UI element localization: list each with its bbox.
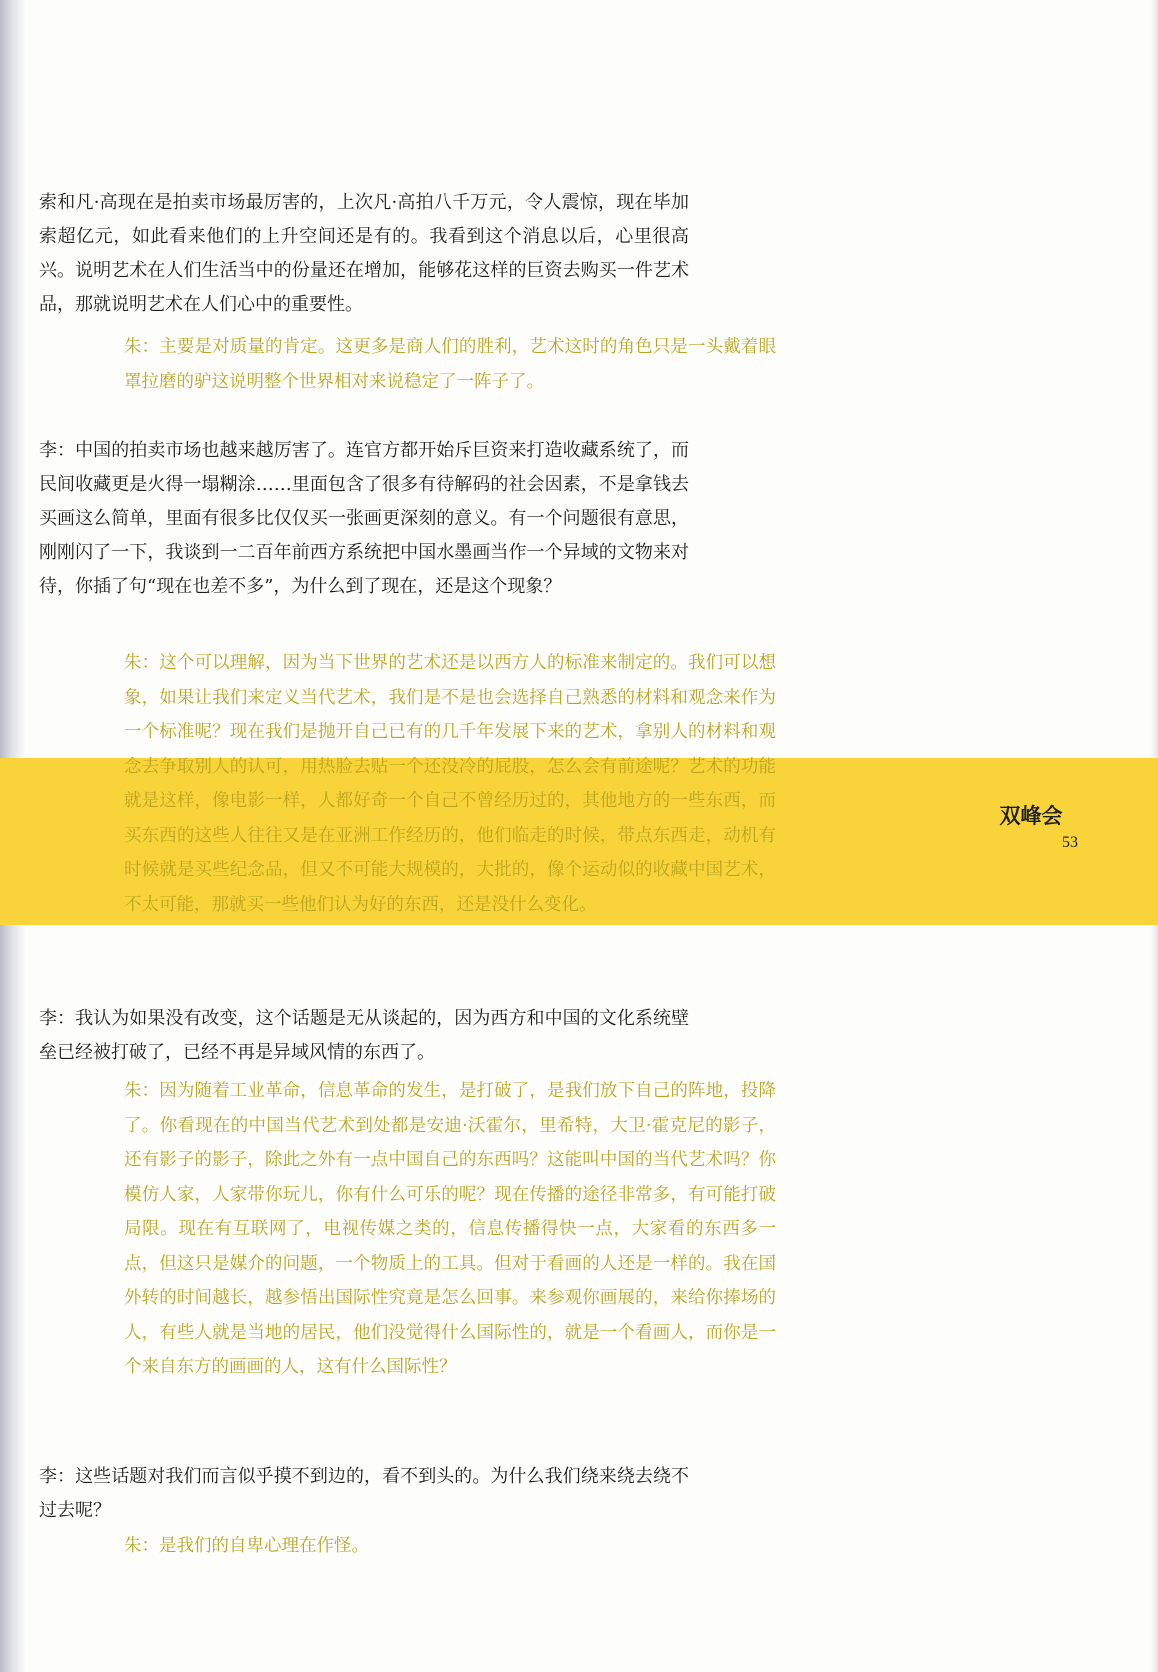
paragraph-li-1: 索和凡·高现在是拍卖市场最厉害的，上次凡·高拍八千万元，令人震惊，现在毕加索超亿元，如此看来他们的上升空间还是有的。我看到这个消息以后，心里很高兴。说明艺术在人们生活当中的份量还在增加，能够花这样的巨资去购买一件艺术品，那就说明艺术在人们心中的重要性。 xyxy=(39,192,689,315)
paragraph-zhu-4: 朱：是我们的自卑心理在作怪。 xyxy=(124,1536,369,1556)
paragraph-li-3: 李：我认为如果没有改变，这个话题是无从谈起的，因为西方和中国的文化系统壁垒已经被打破了，已经不再是异域风情的东西了。 xyxy=(39,1008,689,1063)
paragraph-zhu-2: 朱：这个可以理解，因为当下世界的艺术还是以西方人的标准来制定的。我们可以想象，如果让我们来定义当代艺术，我们是不是也会选择自己熟悉的材料和观念来作为一个标准呢？现在我们是抛开自己已有的几千年发展下来的艺术，拿别人的材料和观念去争取别人的认可，用热脸去贴一个还没冷的屁股，怎么会有前途呢？艺术的功能就是这样，像电影一样，人都好奇一个自己不曾经历过的，其他地方的一些东西，而买东西的这些人往往又是在亚洲工作经历的，他们临走的时候，带点东西走，动机有时候就是买些纪念品，但又不可能大规模的，大批的，像个运动似的收藏中国艺术，不太可能，那就买一些他们认为好的东西，还是没什么变化。 xyxy=(124,653,776,915)
paragraph-zhu-3: 朱：因为随着工业革命，信息革命的发生，是打破了，是我们放下自己的阵地，投降了。你看现在的中国当代艺术到处都是安迪·沃霍尔，里希特，大卫·霍克尼的影子，还有影子的影子，除此之外有一点中国自己的东西吗？这能叫中国的当代艺术吗？你模仿人家，人家带你玩儿，你有什么可乐的呢？现在传播的途径非常多，有可能打破局限。现在有互联网了，电视传媒之类的，信息传播得快一点，大家看的东西多一点，但这只是媒介的问题，一个物质上的工具。但对于看画的人还是一样的。我在国外转的时间越长，越参悟出国际性究竟是怎么回事。来参观你画展的，来给你捧场的人，有些人就是当地的居民，他们没觉得什么国际性的，就是一个看画人，而你是一个来自东方的画画的人，这有什么国际性？ xyxy=(124,1081,776,1377)
paragraph-li-4: 李：这些话题对我们而言似乎摸不到边的，看不到头的。为什么我们绕来绕去绕不过去呢？ xyxy=(39,1466,689,1521)
paragraph-zhu-1: 朱：主要是对质量的肯定。这更多是商人们的胜利，艺术这时的角色只是一头戴着眼罩拉磨的驴这说明整个世界相对来说稳定了一阵子了。 xyxy=(124,337,776,392)
paragraph-li-2: 李：中国的拍卖市场也越来越厉害了。连官方都开始斥巨资来打造收藏系统了，而民间收藏更是火得一塌糊涂……里面包含了很多有待解码的社会因素，不是拿钱去买画这么简单，里面有很多比仅仅买一张画更深刻的意义。有一个问题很有意思，刚刚闪了一下，我谈到一二百年前西方系统把中国水墨画当作一个异域的文物来对待，你插了句“现在也差不多”，为什么到了现在，还是这个现象？ xyxy=(39,440,689,597)
page-number: 53 xyxy=(1062,834,1078,851)
running-header-title: 双峰会 xyxy=(999,803,1063,828)
